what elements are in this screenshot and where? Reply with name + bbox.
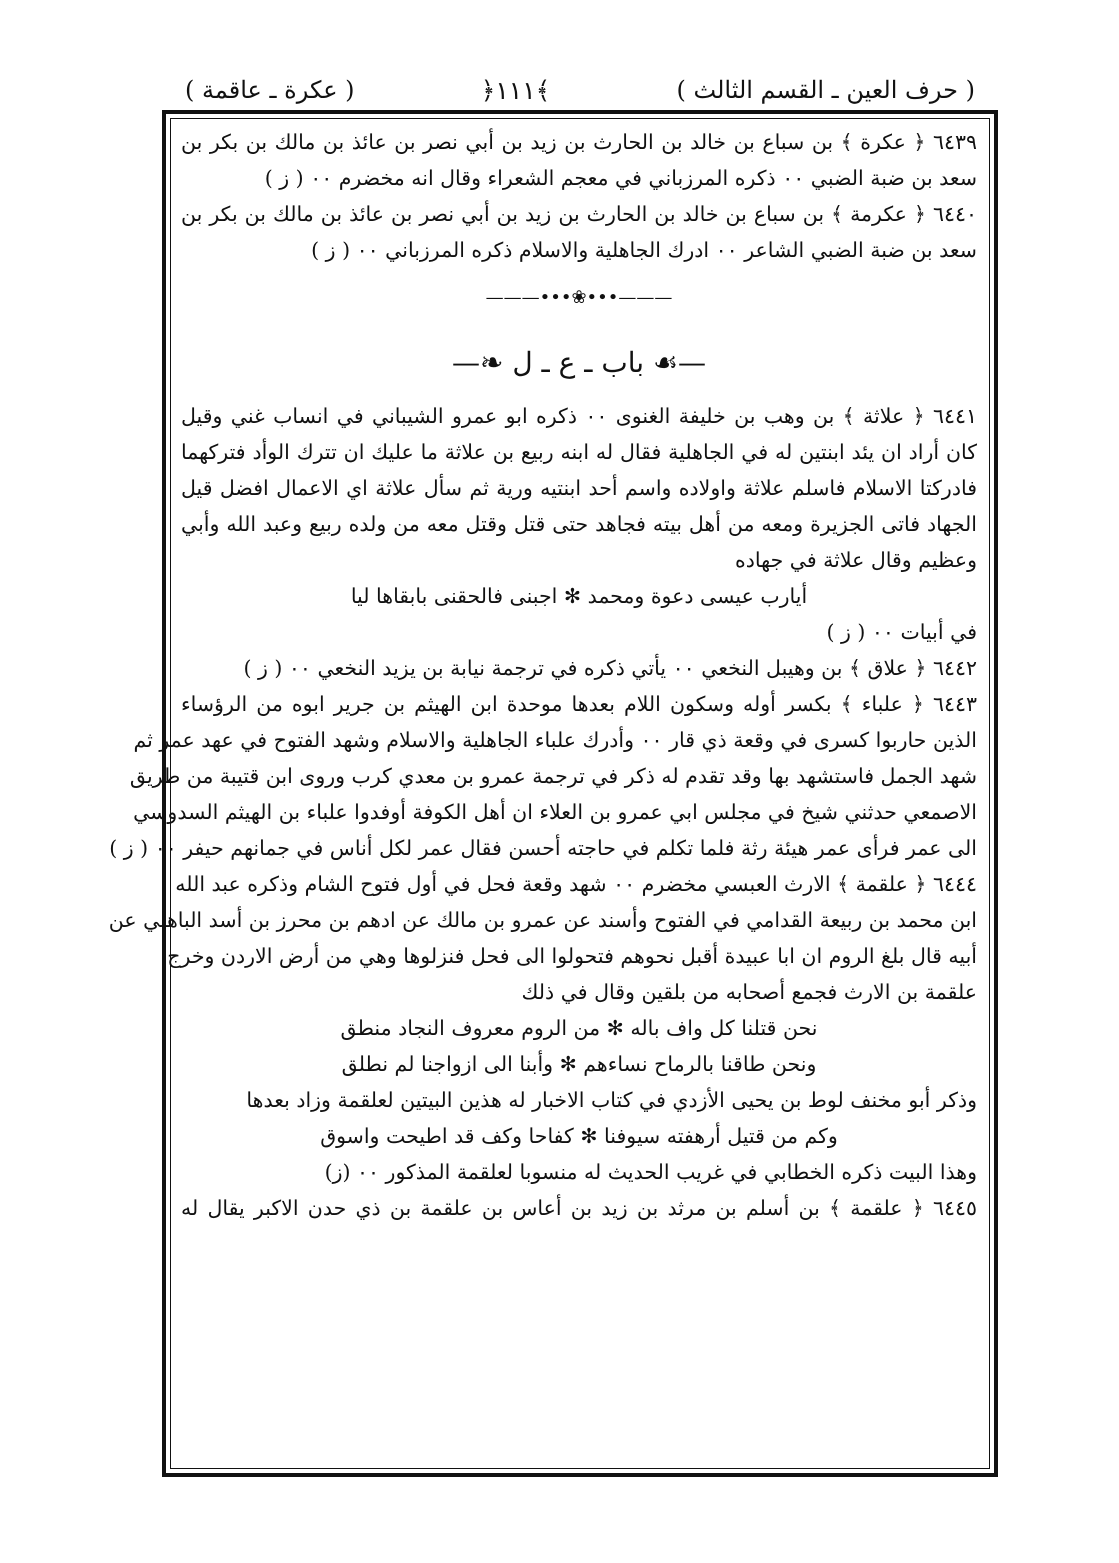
- entry-6443-line-5: الى عمر فرأى عمر هيئة رثة فلما تكلم في حاجته أحسن فقال عمر لكل أناس في جمانهم حيفر ٠٠ ( ز ): [109, 836, 977, 860]
- entry-6444-verse-2: ونحن طاقنا بالرماح نساءهم ✻ وأبنا الى ازواجنا لم نطلق: [341, 1052, 817, 1076]
- entry-6445-line-1: ٦٤٤٥ ﴿ علقمة ﴾ بن أسلم بن مرثد بن زيد بن أعاس بن علقمة بن ذي حدن الاكبر يقال له: [181, 1196, 977, 1220]
- entry-6441-line-2: كان أراد ان يئد ابنتين له في الجاهلية فقال له ابنه ربيع بن علاثة ما عليك ان تترك الوأد فتركهما: [181, 440, 977, 464]
- entry-6439-line-2: سعد بن ضبة الضبي ٠٠ ذكره المرزباني في معجم الشعراء وقال انه مخضرم ٠٠ ( ز ): [264, 166, 977, 190]
- entry-6444-line-3: أبيه قال بلغ الروم ان ابا عبيدة أقبل نحوهم فتحولوا الى فحل فنزلوها وهي من أرض الاردن وخرج: [167, 944, 977, 968]
- entry-6440-line-2: سعد بن ضبة الضبي الشاعر ٠٠ ادرك الجاهلية والاسلام ذكره المرزباني ٠٠ ( ز ): [311, 238, 977, 262]
- entry-6442-line-1: ٦٤٤٢ ﴿ علاق ﴾ بن وهيبل النخعي ٠٠ يأتي ذكره في ترجمة نيابة بن يزيد النخعي ٠٠ ( ز ): [243, 656, 977, 680]
- entry-6441-verse: أيارب عيسى دعوة ومحمد ✻ اجبنى فالحقنى بابقاها ليا: [350, 584, 808, 608]
- header-section-title: ( حرف العين ـ القسم الثالث ): [676, 76, 975, 104]
- entry-6441-line-5: وعظيم وقال علاثة في جهاده: [735, 548, 977, 572]
- entry-6444-line-1: ٦٤٤٤ ﴿ علقمة ﴾ الارث العبسي مخضرم ٠٠ شهد وقعة فحل في أول فتوح الشام وذكره عبد الله: [175, 872, 977, 896]
- entry-6443-line-3: شهد الجمل فاستشهد بها وقد تقدم له ذكر في ترجمة عمرو بن معدي كرب وروى ابن قتيبة من طريق: [129, 764, 977, 788]
- entry-6441-line-3: فادركتا الاسلام فاسلم علاثة واولاده واسم أحد ابنتيه ورية ثم سأل علاثة اي الاعمال افضل قيل: [181, 476, 977, 500]
- page-number: ﴾١١١﴿: [480, 75, 551, 105]
- page-content: [108, 124, 978, 1466]
- entry-6441-after: في أبيات ٠٠ ( ز ): [826, 620, 977, 644]
- entry-6443-line-2: الذين حاربوا كسرى في وقعة ذي قار ٠٠ وأدرك علباء الجاهلية والاسلام وشهد الفتوح في عهد عمر ثم: [133, 728, 977, 752]
- entry-6444-verse-1: نحن قتلنا كل واف باله ✻ من الروم معروف النجاد منطق: [340, 1016, 818, 1040]
- entry-6439-line-1: ٦٤٣٩ ﴿ عكرة ﴾ بن سباع بن خالد بن الحارث بن زيد بن أبي نصر بن عائذ بن مالك بن بكر بن: [181, 130, 977, 154]
- entry-6443-line-4: الاصمعي حدثني شيخ في مجلس ابي عمرو بن العلاء ان أهل الكوفة أوفدوا علباء بن الهيثم السدوسي: [133, 800, 977, 824]
- entry-6441-line-1: ٦٤٤١ ﴿ علاثة ﴾ بن وهب بن خليفة الغنوى ٠٠ ذكره ابو عمرو الشيباني في انساب غني وقيل: [181, 404, 978, 428]
- entry-6441-line-4: الجهاد فاتى الجزيرة ومعه من أهل بيته فجاهد حتى قتل وقتل معه من ولده ربيع وعبد الله وأبي: [181, 512, 977, 536]
- entry-6444-line-2: ابن محمد بن ربيعة القدامي في الفتوح وأسند عن عمرو بن مالك عن ادهم بن محرز بن أسد الباهلي عن: [108, 908, 977, 932]
- entry-6444-line-4: علقمة بن الارث فجمع أصحابه من بلقين وقال في ذلك: [521, 980, 977, 1004]
- header-entry-range: ( عكرة ـ عاقمة ): [185, 76, 355, 104]
- entry-6444-verse-3: وكم من قتيل أرهفته سيوفنا ✻ كفاحا وكف قد اطيحت واسوق: [320, 1124, 838, 1148]
- entry-6440-line-1: ٦٤٤٠ ﴿ عكرمة ﴾ بن سباع بن خالد بن الحارث بن زيد بن أبي نصر بن عائذ بن مالك بن بكر بن: [181, 202, 977, 226]
- entry-6443-line-1: ٦٤٤٣ ﴿ علباء ﴾ بكسر أوله وسكون اللام بعدها موحدة ابن الهيثم بن جرير ابوه من الرؤساء: [181, 692, 977, 716]
- section-title: —☙ باب ـ ع ـ ل ❧—: [451, 346, 707, 379]
- running-header: [185, 70, 975, 110]
- ornamental-divider: ———•••❀•••———: [485, 287, 673, 308]
- entry-6444-after-line: وذكر أبو مخنف لوط بن يحيى الأزدي في كتاب الاخبار له هذين البيتين لعلقمة وزاد بعدها: [246, 1088, 977, 1112]
- entry-6444-closing: وهذا البيت ذكره الخطابي في غريب الحديث له منسوبا لعلقمة المذكور ٠٠ (ز): [324, 1160, 977, 1184]
